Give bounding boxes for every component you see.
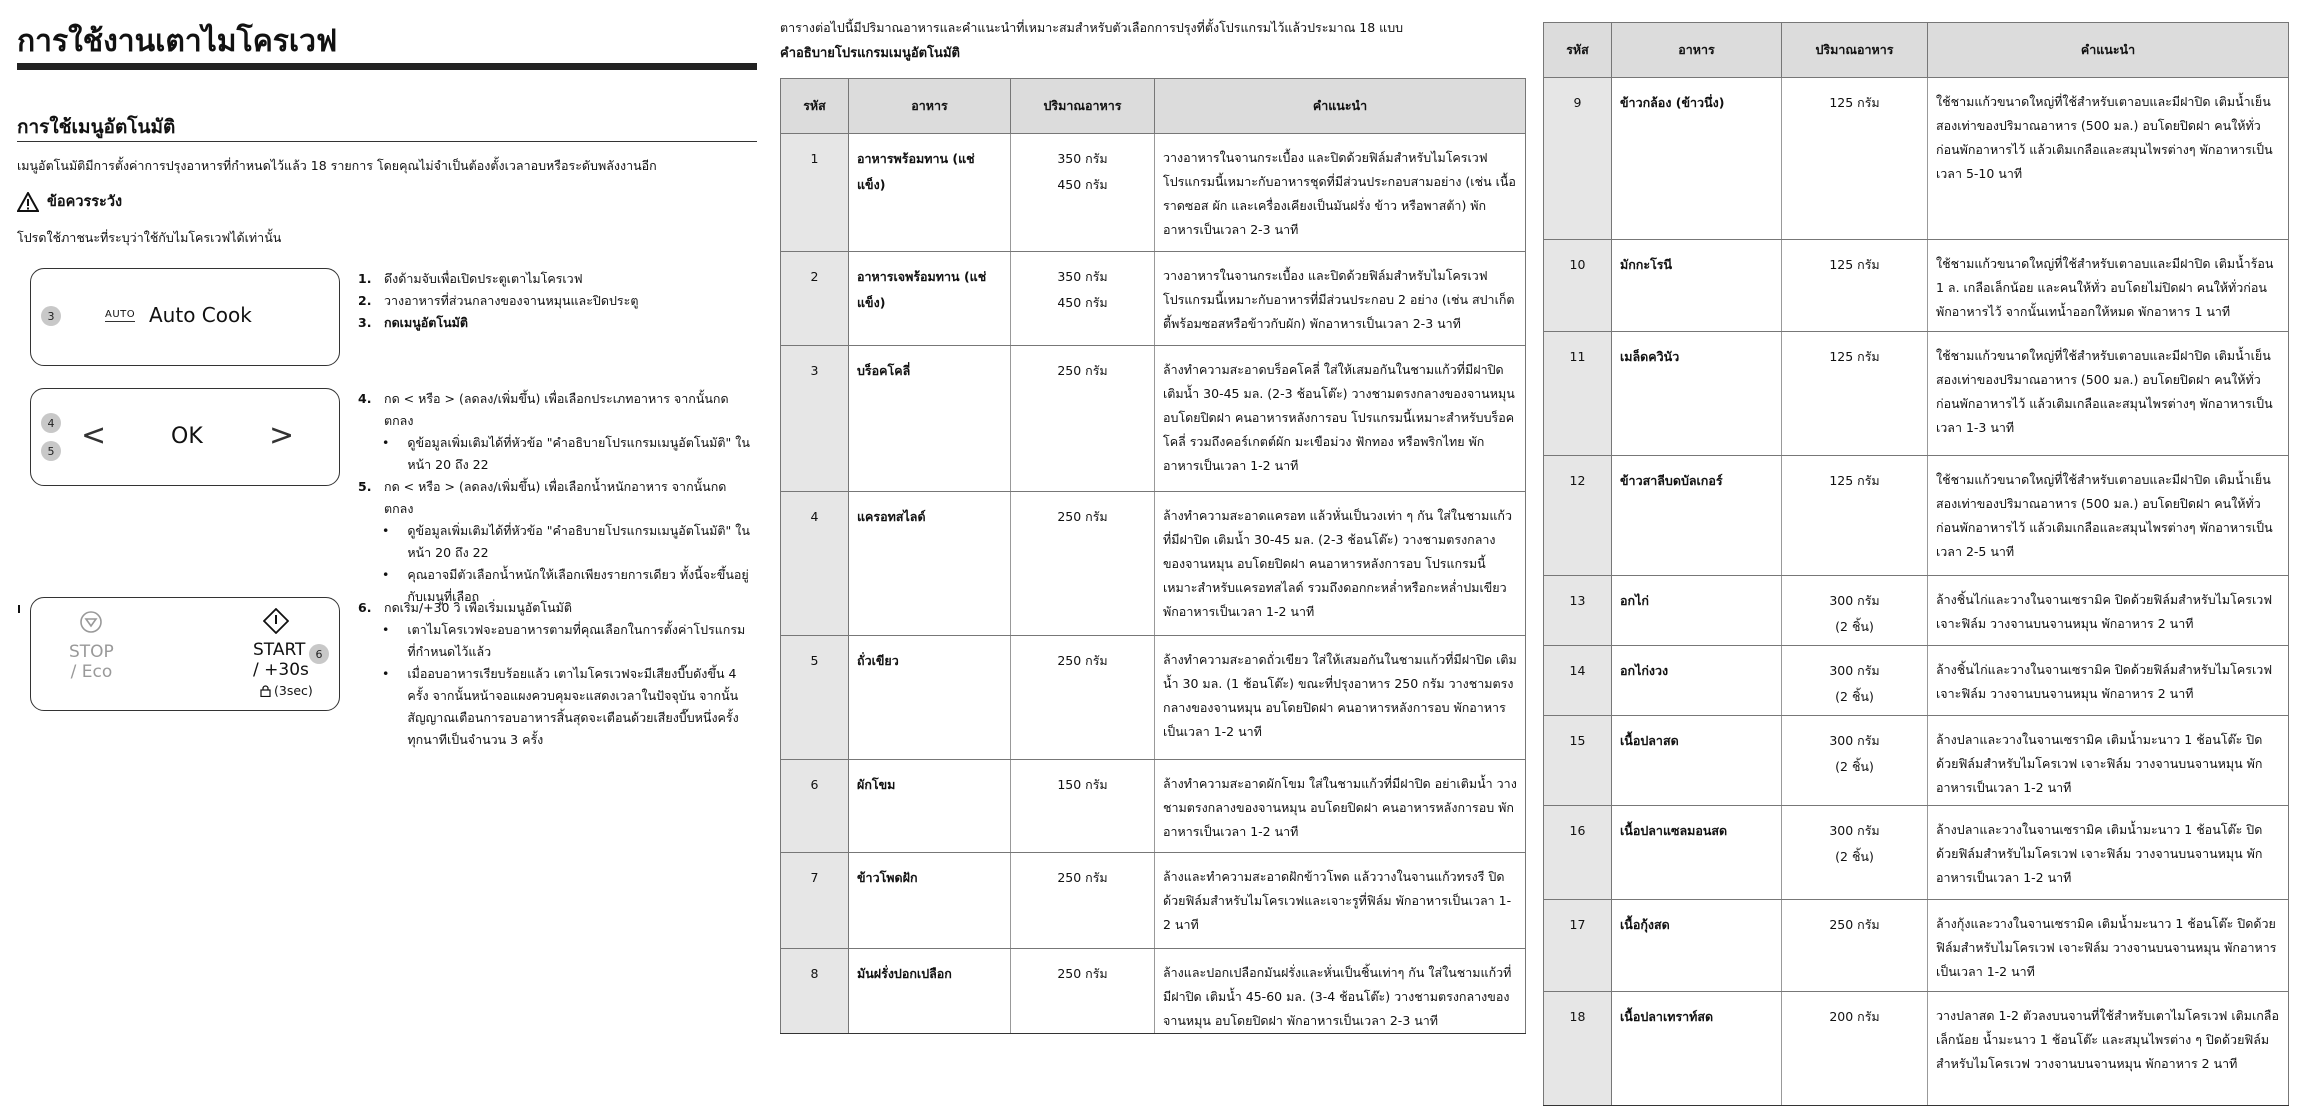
cell-tip: ใช้ชามแก้วขนาดใหญ่ที่ใช้สำหรับเตาอบและมีฝาปิด เติมน้ำเย็นสองเท่าของปริมาณอาหาร (500 มล.) อบโดยปิดฝา คนให้ทั่วก่อนพักอาหารไว้ แล้วเติมเกลือและสมุนไพรต่างๆ พักอาหารเป็นเวลา 2-5 นาที bbox=[1928, 456, 2289, 576]
step-text: กดเมนูอัตโนมัติ bbox=[384, 315, 468, 330]
cell-amount: 125 กรัม bbox=[1782, 456, 1928, 576]
cell-code: 13 bbox=[1544, 576, 1612, 646]
cell-code: 14 bbox=[1544, 646, 1612, 716]
table-body bbox=[781, 134, 1526, 1034]
table-row bbox=[1544, 992, 2289, 1106]
cell-code: 4 bbox=[781, 492, 849, 636]
auto-cook-panel bbox=[30, 268, 340, 366]
cell-tip: ล้างทำความสะอาดบร็อคโคลี่ ใส่ให้เสมอกันในชามแก้วที่มีฝาปิด เติมน้ำ 30-45 มล. (2-3 ช้อนโต๊ะ) วางชามตรงกลางของจานหมุน อบโดยปิดฝา คนอาหารหลังการอบ โปรแกรมนี้เหมาะสำหรับบร็อคโคลี่ รวมถึงคอร์เกตต์ผัก มะเขือม่วง ฟักทอง หรือพริกไทย พักอาหารเป็นเวลา 1-2 นาที bbox=[1155, 346, 1526, 492]
cell-code: 7 bbox=[781, 853, 849, 949]
auto-cook-button[interactable]: Auto Cook bbox=[149, 303, 252, 327]
table-row bbox=[781, 853, 1526, 949]
cell-code: 12 bbox=[1544, 456, 1612, 576]
cell-food: มักกะโรนี bbox=[1612, 240, 1782, 332]
bullet-text: ดูข้อมูลเพิ่มเติมได้ที่หัวข้อ "คำอธิบายโปรแกรมเมนูอัตโนมัติ" ในหน้า 20 ถึง 22 bbox=[407, 523, 750, 560]
step bbox=[358, 388, 753, 432]
step-text: ดึงด้ามจับเพื่อเปิดประตูเตาไมโครเวฟ bbox=[384, 271, 583, 286]
bullet-text: คุณอาจมีตัวเลือกน้ำหนักให้เลือกเพียงรายการเดียว ทั้งนี้จะขึ้นอยู่กับเมนูที่เลือก bbox=[407, 567, 749, 604]
cell-food: อกไก่งวง bbox=[1612, 646, 1782, 716]
step bbox=[358, 476, 753, 520]
table-row bbox=[1544, 456, 2289, 576]
cell-amount: 300 กรัม (2 ชิ้น) bbox=[1782, 576, 1928, 646]
header-tip: คำแนะนำ bbox=[1928, 23, 2289, 78]
cell-amount: 250 กรัม bbox=[1782, 900, 1928, 992]
title-rule bbox=[17, 63, 757, 70]
bullet bbox=[358, 432, 753, 476]
cell-code: 16 bbox=[1544, 806, 1612, 900]
table-row bbox=[1544, 240, 2289, 332]
step-number: 4. bbox=[358, 391, 372, 406]
cell-food: ข้าวกล้อง (ข้าวนึ่ง) bbox=[1612, 78, 1782, 240]
bullet-dot: • bbox=[382, 622, 390, 637]
table-row bbox=[781, 252, 1526, 346]
step-number: 3. bbox=[358, 315, 372, 330]
cell-food: บร็อคโคลี่ bbox=[849, 346, 1011, 492]
step-text: วางอาหารที่ส่วนกลางของจานหมุนและปิดประตู bbox=[384, 293, 639, 308]
margin-mark bbox=[18, 605, 20, 613]
warning-icon bbox=[17, 192, 39, 212]
cell-food: เนื้อปลาสด bbox=[1612, 716, 1782, 806]
cell-code: 17 bbox=[1544, 900, 1612, 992]
step-text: กด < หรือ > (ลดลง/เพิ่มขึ้น) เพื่อเลือกน้ำหนักอาหาร จากนั้นกดตกลง bbox=[384, 479, 727, 516]
step-text: กดเริ่ม/+30 วิ เพื่อเริ่มเมนูอัตโนมัติ bbox=[384, 600, 573, 615]
header-food: อาหาร bbox=[849, 79, 1011, 134]
cell-food: อาหารพร้อมทาน (แช่แข็ง) bbox=[849, 134, 1011, 252]
cell-code: 1 bbox=[781, 134, 849, 252]
cell-tip: ล้างชิ้นไก่และวางในจานเซรามิค ปิดด้วยฟิล์มสำหรับไมโครเวฟ เจาะฟิล์ม วางจานบนจานหมุน พักอาหาร 2 นาที bbox=[1928, 576, 2289, 646]
header-amount: ปริมาณอาหาร bbox=[1011, 79, 1155, 134]
cell-tip: ล้างทำความสะอาดผักโขม ใส่ในชามแก้วที่มีฝาปิด อย่าเติมน้ำ วางชามตรงกลางของจานหมุน อบโดยปิดฝา คนอาหารหลังการอบ พักอาหารเป็นเวลา 1-2 นาที bbox=[1155, 760, 1526, 853]
step-number: 5. bbox=[358, 479, 372, 494]
program-table-right bbox=[1543, 22, 2289, 1106]
cell-food: เนื้อกุ้งสด bbox=[1612, 900, 1782, 992]
callout-number: 3 bbox=[41, 306, 61, 326]
table-row bbox=[1544, 646, 2289, 716]
cell-tip: ล้างทำความสะอาดแครอท แล้วหั่นเป็นวงเท่า ๆ กัน ใส่ในชามแก้วที่มีฝาปิด เติมน้ำ 30-45 มล. (2-3 ช้อนโต๊ะ) วางชามตรงกลางของจานหมุน อบโดยปิดฝา คนอาหารหลังการอบ โปรแกรมนี้เหมาะสำหรับแครอทสไลด์ รวมถึงดอกกะหล่ำหรือกะหล่ำปมเขียว พักอาหารเป็นเวลา 1-2 นาที bbox=[1155, 492, 1526, 636]
lock-icon bbox=[260, 685, 271, 697]
bullet-text: ดูข้อมูลเพิ่มเติมได้ที่หัวข้อ "คำอธิบายโปรแกรมเมนูอัตโนมัติ" ในหน้า 20 ถึง 22 bbox=[407, 435, 750, 472]
eco-label: / Eco bbox=[70, 662, 113, 682]
step bbox=[358, 597, 753, 619]
cell-tip: วางปลาสด 1-2 ตัวลงบนจานที่ใช้สำหรับเตาไมโครเวฟ เติมเกลือเล็กน้อย น้ำมะนาว 1 ช้อนโต๊ะ และสมุนไพรต่าง ๆ ปิดด้วยฟิล์มสำหรับไมโครเวฟ วางจานบนจานหมุน พักอาหาร 2 นาที bbox=[1928, 992, 2289, 1106]
table-row bbox=[1544, 806, 2289, 900]
table-row bbox=[781, 134, 1526, 252]
stop-label: STOP bbox=[69, 642, 114, 662]
bullet bbox=[358, 520, 753, 564]
bullet-dot: • bbox=[382, 435, 390, 450]
table-header-row bbox=[1544, 23, 2289, 78]
cell-food: ถั่วเขียว bbox=[849, 636, 1011, 760]
cell-amount: 350 กรัม 450 กรัม bbox=[1011, 134, 1155, 252]
cell-tip: วางอาหารในจานกระเบื้อง และปิดด้วยฟิล์มสำหรับไมโครเวฟ โปรแกรมนี้เหมาะกับอาหารที่มีส่วนประกอบ 2 อย่าง (เช่น สปาเก็ตตี้พร้อมซอสหรือข้าวกับผัก) พักอาหารเป็นเวลา 2-3 นาที bbox=[1155, 252, 1526, 346]
table-row bbox=[1544, 900, 2289, 992]
cell-amount: 300 กรัม (2 ชิ้น) bbox=[1782, 716, 1928, 806]
table-row bbox=[781, 492, 1526, 636]
cell-tip: ล้างและปอกเปลือกมันฝรั่งและหั่นเป็นชิ้นเท่าๆ กัน ใส่ในชามแก้วที่มีฝาปิด เติมน้ำ 45-60 มล. (3-4 ช้อนโต๊ะ) วางชามตรงกลางของจานหมุน อบโดยปิดฝา พักอาหารเป็นเวลา 2-3 นาที bbox=[1155, 949, 1526, 1034]
cell-tip: ล้างชิ้นไก่และวางในจานเซรามิค ปิดด้วยฟิล์มสำหรับไมโครเวฟ เจาะฟิล์ม วางจานบนจานหมุน พักอาหาร 2 นาที bbox=[1928, 646, 2289, 716]
caution-title: ข้อควรระวัง bbox=[47, 194, 123, 210]
cell-amount: 125 กรัม bbox=[1782, 332, 1928, 456]
cell-tip: วางอาหารในจานกระเบื้อง และปิดด้วยฟิล์มสำหรับไมโครเวฟ โปรแกรมนี้เหมาะกับอาหารชุดที่มีส่วนประกอบสามอย่าง (เช่น เนื้อราดซอส ผัก และเครื่องเคียงเป็นมันฝรั่ง ข้าว หรือพาสต้า) พักอาหารเป็นเวลา 2-3 นาที bbox=[1155, 134, 1526, 252]
bullet-text: เมื่ออบอาหารเรียบร้อยแล้ว เตาไมโครเวฟจะมีเสียงบี๊บดังขึ้น 4 ครั้ง จากนั้นหน้าจอแผงควบคุมจะแสดงเวลาในปัจจุบัน จากนั้นสัญญาณเตือนการอบอาหารสิ้นสุดจะเตือนด้วยเสียงบี๊บหนึ่งครั้งทุกนาทีเป็นจำนวน 3 ครั้ง bbox=[407, 666, 739, 747]
table-heading: คำอธิบายโปรแกรมเมนูอัตโนมัติ bbox=[780, 46, 960, 61]
plus30-label: / +30s bbox=[253, 660, 309, 680]
cell-amount: 200 กรัม bbox=[1782, 992, 1928, 1106]
header-amount: ปริมาณอาหาร bbox=[1782, 23, 1928, 78]
cell-amount: 300 กรัม (2 ชิ้น) bbox=[1782, 646, 1928, 716]
section-rule bbox=[17, 141, 757, 142]
step-text: กด < หรือ > (ลดลง/เพิ่มขึ้น) เพื่อเลือกประเภทอาหาร จากนั้นกดตกลง bbox=[384, 391, 729, 428]
callout-number: 6 bbox=[309, 644, 329, 664]
cell-food: แครอทสไลด์ bbox=[849, 492, 1011, 636]
chevron-left-icon[interactable]: < bbox=[81, 418, 107, 453]
cell-amount: 350 กรัม 450 กรัม bbox=[1011, 252, 1155, 346]
table-row bbox=[1544, 332, 2289, 456]
callout-number: 5 bbox=[41, 441, 61, 461]
step bbox=[358, 312, 753, 334]
cell-tip: ล้างปลาและวางในจานเซรามิค เติมน้ำมะนาว 1 ช้อนโต๊ะ ปิดด้วยฟิล์มสำหรับไมโครเวฟ เจาะฟิล์ม วางจานบนจานหมุน พักอาหารเป็นเวลา 1-2 นาที bbox=[1928, 716, 2289, 806]
cell-food: เนื้อปลาแซลมอนสด bbox=[1612, 806, 1782, 900]
stop-eco-button[interactable] bbox=[69, 642, 114, 682]
step bbox=[358, 268, 753, 290]
steps-1-3 bbox=[358, 268, 753, 334]
cell-tip: ใช้ชามแก้วขนาดใหญ่ที่ใช้สำหรับเตาอบและมีฝาปิด เติมน้ำเย็นสองเท่าของปริมาณอาหาร (500 มล.) อบโดยปิดฝา คนให้ทั่วก่อนพักอาหารไว้ แล้วเติมเกลือและสมุนไพรต่างๆ พักอาหารเป็นเวลา 5-10 นาที bbox=[1928, 78, 2289, 240]
header-food: อาหาร bbox=[1612, 23, 1782, 78]
step-number: 2. bbox=[358, 293, 372, 308]
cell-amount: 250 กรัม bbox=[1011, 949, 1155, 1034]
cell-tip: ใช้ชามแก้วขนาดใหญ่ที่ใช้สำหรับเตาอบและมีฝาปิด เติมน้ำร้อน 1 ล. เกลือเล็กน้อย และคนให้ทั่ว อบโดยไม่ปิดฝา คนให้ทั่วก่อนพักอาหารไว้ จากนั้นเทน้ำออกให้หมด พักอาหาร 1 นาที bbox=[1928, 240, 2289, 332]
intro-text: เมนูอัตโนมัติมีการตั้งค่าการปรุงอาหารที่กำหนดไว้แล้ว 18 รายการ โดยคุณไม่จำเป็นต้องตั้งเวลาอบหรือระดับพลังงานอีก bbox=[17, 158, 657, 173]
ok-button[interactable]: OK bbox=[171, 424, 203, 449]
table-row bbox=[1544, 716, 2289, 806]
cell-amount: 250 กรัม bbox=[1011, 346, 1155, 492]
page-title: การใช้งานเตาไมโครเวฟ bbox=[17, 24, 338, 59]
cell-food: ข้าวโพดฝัก bbox=[849, 853, 1011, 949]
lock-duration: (3sec) bbox=[274, 683, 313, 698]
cell-code: 2 bbox=[781, 252, 849, 346]
cell-tip: ล้างปลาและวางในจานเซรามิค เติมน้ำมะนาว 1 ช้อนโต๊ะ ปิดด้วยฟิล์มสำหรับไมโครเวฟ เจาะฟิล์ม วางจานบนจานหมุน พักอาหารเป็นเวลา 1-2 นาที bbox=[1928, 806, 2289, 900]
step-number: 6. bbox=[358, 600, 372, 615]
table-intro: ตารางต่อไปนี้มีปริมาณอาหารและคำแนะนำที่เหมาะสมสำหรับตัวเลือกการปรุงที่ตั้งโปรแกรมไว้แล้วประมาณ 18 แบบ bbox=[780, 20, 1404, 35]
eco-icon bbox=[79, 610, 103, 634]
header-code: รหัส bbox=[1544, 23, 1612, 78]
cell-tip: ล้างทำความสะอาดถั่วเขียว ใส่ให้เสมอกันในชามแก้วที่มีฝาปิด เติมน้ำ 30 มล. (1 ช้อนโต๊ะ) ขณะที่ปรุงอาหาร 250 กรัม วางชามตรงกลางของจานหมุน อบโดยปิดฝา คนอาหารหลังการอบ พักอาหารเป็นเวลา 1-2 นาที bbox=[1155, 636, 1526, 760]
cell-code: 18 bbox=[1544, 992, 1612, 1106]
caution-note: โปรดใช้ภาชนะที่ระบุว่าใช้กับไมโครเวฟได้เท่านั้น bbox=[17, 230, 282, 245]
bullet-dot: • bbox=[382, 523, 390, 538]
table-row bbox=[781, 346, 1526, 492]
header-code: รหัส bbox=[781, 79, 849, 134]
cell-food: อกไก่ bbox=[1612, 576, 1782, 646]
cell-code: 5 bbox=[781, 636, 849, 760]
step-6 bbox=[358, 597, 753, 751]
step bbox=[358, 290, 753, 312]
cell-amount: 300 กรัม (2 ชิ้น) bbox=[1782, 806, 1928, 900]
step-number: 1. bbox=[358, 271, 372, 286]
cell-code: 15 bbox=[1544, 716, 1612, 806]
cell-food: เนื้อปลาเทราท์สด bbox=[1612, 992, 1782, 1106]
cell-tip: ใช้ชามแก้วขนาดใหญ่ที่ใช้สำหรับเตาอบและมีฝาปิด เติมน้ำเย็นสองเท่าของปริมาณอาหาร (500 มล.) อบโดยปิดฝา คนให้ทั่วก่อนพักอาหารไว้ แล้วเติมเกลือและสมุนไพรต่างๆ พักอาหารเป็นเวลา 1-3 นาที bbox=[1928, 332, 2289, 456]
table-row bbox=[781, 636, 1526, 760]
section-title: การใช้เมนูอัตโนมัติ bbox=[17, 116, 176, 138]
table-row bbox=[1544, 78, 2289, 240]
bullet-text: เตาไมโครเวฟจะอบอาหารตามที่คุณเลือกในการตั้งค่าโปรแกรมที่กำหนดไว้แล้ว bbox=[407, 622, 746, 659]
bullet-dot: • bbox=[382, 567, 390, 582]
cell-code: 6 bbox=[781, 760, 849, 853]
navigation-panel bbox=[30, 388, 340, 486]
cell-code: 8 bbox=[781, 949, 849, 1034]
chevron-right-icon[interactable]: > bbox=[269, 418, 295, 453]
cell-code: 3 bbox=[781, 346, 849, 492]
cell-code: 11 bbox=[1544, 332, 1612, 456]
start-icon bbox=[263, 608, 289, 634]
cell-food: เมล็ดควินัว bbox=[1612, 332, 1782, 456]
steps-4-5 bbox=[358, 388, 753, 608]
cell-food: ข้าวสาลีบดบัลเกอร์ bbox=[1612, 456, 1782, 576]
child-lock-hint bbox=[260, 683, 313, 698]
cell-amount: 250 กรัม bbox=[1011, 492, 1155, 636]
cell-food: มันฝรั่งปอกเปลือก bbox=[849, 949, 1011, 1034]
cell-amount: 125 กรัม bbox=[1782, 240, 1928, 332]
cell-food: อาหารเจพร้อมทาน (แช่แข็ง) bbox=[849, 252, 1011, 346]
header-tip: คำแนะนำ bbox=[1155, 79, 1526, 134]
caution-heading bbox=[17, 190, 122, 213]
cell-food: ผักโขม bbox=[849, 760, 1011, 853]
auto-cook-icon: AUTO bbox=[105, 309, 136, 320]
cell-code: 9 bbox=[1544, 78, 1612, 240]
cell-amount: 150 กรัม bbox=[1011, 760, 1155, 853]
table-row bbox=[781, 949, 1526, 1034]
table-header-row bbox=[781, 79, 1526, 134]
cell-code: 10 bbox=[1544, 240, 1612, 332]
bullet bbox=[358, 663, 753, 751]
bullet bbox=[358, 619, 753, 663]
table-row bbox=[781, 760, 1526, 853]
start-label: START bbox=[253, 640, 306, 660]
cell-tip: ล้างและทำความสะอาดฝักข้าวโพด แล้ววางในจานแก้วทรงรี ปิดด้วยฟิล์มสำหรับไมโครเวฟและเจาะรูที่ฟิล์ม พักอาหารเป็นเวลา 1-2 นาที bbox=[1155, 853, 1526, 949]
bullet-dot: • bbox=[382, 666, 390, 681]
table-row bbox=[1544, 576, 2289, 646]
cell-amount: 250 กรัม bbox=[1011, 853, 1155, 949]
cell-amount: 250 กรัม bbox=[1011, 636, 1155, 760]
start-button[interactable] bbox=[253, 640, 309, 680]
start-stop-panel bbox=[30, 597, 340, 711]
cell-amount: 125 กรัม bbox=[1782, 78, 1928, 240]
cell-tip: ล้างกุ้งและวางในจานเซรามิค เติมน้ำมะนาว 1 ช้อนโต๊ะ ปิดด้วยฟิล์มสำหรับไมโครเวฟ เจาะฟิล์ม วางจานบนจานหมุน พักอาหารเป็นเวลา 1-2 นาที bbox=[1928, 900, 2289, 992]
table-body bbox=[1544, 78, 2289, 1106]
program-table-left bbox=[780, 78, 1526, 1034]
callout-number: 4 bbox=[41, 413, 61, 433]
